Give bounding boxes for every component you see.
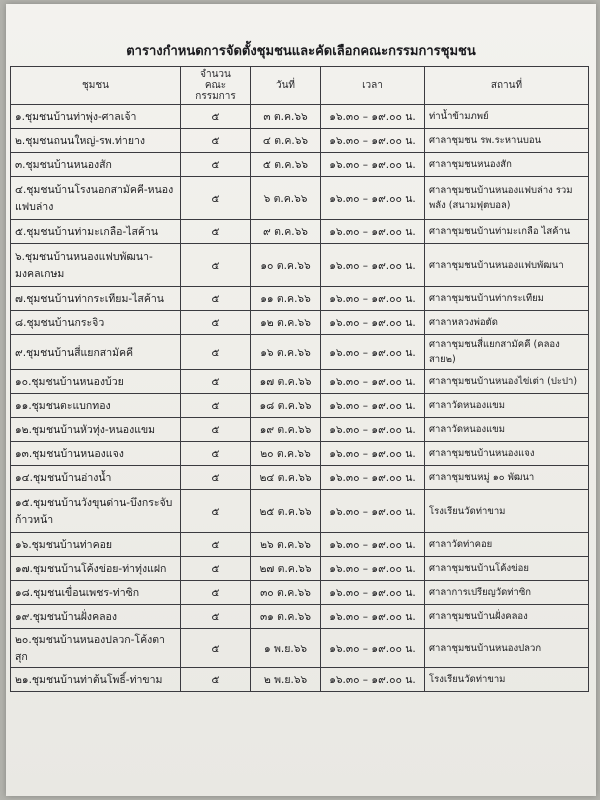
cell-community: ๑๑.ชุมชนตะแบกทอง — [11, 394, 181, 418]
cell-place: ท่าน้ำข้ามภพย์ — [425, 105, 589, 129]
cell-time: ๑๖.๓๐ – ๑๙.๐๐ น. — [321, 220, 425, 244]
cell-time: ๑๖.๓๐ – ๑๙.๐๐ น. — [321, 557, 425, 581]
cell-time: ๑๖.๓๐ – ๑๙.๐๐ น. — [321, 311, 425, 335]
table-row — [11, 466, 589, 490]
cell-time: ๑๖.๓๐ – ๑๙.๐๐ น. — [321, 394, 425, 418]
cell-date: ๖ ต.ค.๖๖ — [251, 177, 321, 220]
cell-committee-count: ๕ — [181, 490, 251, 533]
cell-community: ๗.ชุมชนบ้านท่ากระเทียม-ไสค้าน — [11, 287, 181, 311]
cell-time: ๑๖.๓๐ – ๑๙.๐๐ น. — [321, 418, 425, 442]
cell-committee-count: ๕ — [181, 581, 251, 605]
cell-time: ๑๖.๓๐ – ๑๙.๐๐ น. — [321, 629, 425, 668]
cell-place: ศาลาวัดหนองแขม — [425, 418, 589, 442]
table-row — [11, 105, 589, 129]
cell-time: ๑๖.๓๐ – ๑๙.๐๐ น. — [321, 581, 425, 605]
cell-committee-count: ๕ — [181, 287, 251, 311]
cell-community: ๑๘.ชุมชนเขื่อนเพชร-ท่าซิก — [11, 581, 181, 605]
cell-place: ศาลาชุมชนบ้านหนองไข่เต่า (ปะปา) — [425, 370, 589, 394]
cell-place: โรงเรียนวัดท่าขาม — [425, 490, 589, 533]
cell-date: ๒๔ ต.ค.๖๖ — [251, 466, 321, 490]
cell-time: ๑๖.๓๐ – ๑๙.๐๐ น. — [321, 605, 425, 629]
cell-committee-count: ๕ — [181, 442, 251, 466]
table-row — [11, 490, 589, 533]
table-row — [11, 370, 589, 394]
table-row — [11, 335, 589, 370]
table-row — [11, 287, 589, 311]
table-row — [11, 668, 589, 692]
cell-community: ๑๐.ชุมชนบ้านหนองบ้วย — [11, 370, 181, 394]
cell-committee-count: ๕ — [181, 668, 251, 692]
cell-community: ๑๖.ชุมชนบ้านท่าคอย — [11, 533, 181, 557]
cell-date: ๕ ต.ค.๖๖ — [251, 153, 321, 177]
header-count-line1: จำนวน — [200, 69, 231, 80]
cell-time: ๑๖.๓๐ – ๑๙.๐๐ น. — [321, 177, 425, 220]
cell-committee-count: ๕ — [181, 153, 251, 177]
table-row — [11, 442, 589, 466]
table-row — [11, 129, 589, 153]
cell-committee-count: ๕ — [181, 177, 251, 220]
cell-community: ๕.ชุมชนบ้านท่ามะเกลือ-ไสค้าน — [11, 220, 181, 244]
cell-committee-count: ๕ — [181, 370, 251, 394]
table-row — [11, 244, 589, 287]
header-committee-count — [181, 67, 251, 105]
table-row — [11, 153, 589, 177]
cell-date: ๑๗ ต.ค.๖๖ — [251, 370, 321, 394]
document-title: ตารางกำหนดการจัดตั้งชุมชนและคัดเลือกคณะกรรมการชุมชน — [126, 44, 476, 59]
table-body — [11, 105, 589, 692]
cell-community: ๖.ชุมชนบ้านหนองแฟบพัฒนา-มงคลเกษม — [11, 244, 181, 287]
cell-date: ๑๒ ต.ค.๖๖ — [251, 311, 321, 335]
cell-community: ๑๕.ชุมชนบ้านวังขุนด่าน-บึงกระจับก้าวหน้า — [11, 490, 181, 533]
cell-place: ศาลาวัดหนองแขม — [425, 394, 589, 418]
table-row — [11, 581, 589, 605]
cell-date: ๒ พ.ย.๖๖ — [251, 668, 321, 692]
cell-committee-count: ๕ — [181, 244, 251, 287]
cell-community: ๒.ชุมชนถนนใหญ่-รพ.ท่ายาง — [11, 129, 181, 153]
cell-place: ศาลาชุมชนบ้านหนองแฟบพัฒนา — [425, 244, 589, 287]
cell-date: ๑๑ ต.ค.๖๖ — [251, 287, 321, 311]
header-community: ชุมชน — [11, 67, 181, 105]
cell-committee-count: ๕ — [181, 533, 251, 557]
cell-time: ๑๖.๓๐ – ๑๙.๐๐ น. — [321, 244, 425, 287]
cell-time: ๑๖.๓๐ – ๑๙.๐๐ น. — [321, 129, 425, 153]
cell-date: ๑๘ ต.ค.๖๖ — [251, 394, 321, 418]
cell-time: ๑๖.๓๐ – ๑๙.๐๐ น. — [321, 466, 425, 490]
cell-community: ๓.ชุมชนบ้านหนองสัก — [11, 153, 181, 177]
cell-place: ศาลาชุมชน รพ.ระหานบอน — [425, 129, 589, 153]
table-row — [11, 557, 589, 581]
cell-place: ศาลาชุมชนบ้านหนองแฟบล่าง รวมพลัง (สนามฟุตบอล) — [425, 177, 589, 220]
cell-community: ๒๐.ชุมชนบ้านหนองปลวก-โค้งตาสุก — [11, 629, 181, 668]
cell-community: ๙.ชุมชนบ้านสี่แยกสามัคคี — [11, 335, 181, 370]
cell-place: ศาลาหลวงพ่อตัด — [425, 311, 589, 335]
cell-community: ๑.ชุมชนบ้านท่าพุ่ง-ศาลเจ้า — [11, 105, 181, 129]
table-row — [11, 629, 589, 668]
cell-committee-count: ๕ — [181, 105, 251, 129]
cell-time: ๑๖.๓๐ – ๑๙.๐๐ น. — [321, 153, 425, 177]
cell-committee-count: ๕ — [181, 335, 251, 370]
cell-date: ๓๐ ต.ค.๖๖ — [251, 581, 321, 605]
cell-committee-count: ๕ — [181, 418, 251, 442]
document-page — [6, 4, 596, 796]
cell-date: ๒๕ ต.ค.๖๖ — [251, 490, 321, 533]
cell-place: โรงเรียนวัดท่าขาม — [425, 668, 589, 692]
cell-community: ๑๓.ชุมชนบ้านหนองแจง — [11, 442, 181, 466]
cell-committee-count: ๕ — [181, 605, 251, 629]
cell-committee-count: ๕ — [181, 557, 251, 581]
cell-committee-count: ๕ — [181, 394, 251, 418]
cell-community: ๘.ชุมชนบ้านกระจิว — [11, 311, 181, 335]
cell-date: ๑๖ ต.ค.๖๖ — [251, 335, 321, 370]
cell-place: ศาลาชุมชนหมู่ ๑๐ พัฒนา — [425, 466, 589, 490]
cell-date: ๓ ต.ค.๖๖ — [251, 105, 321, 129]
cell-place: ศาลาชุมชนบ้านฝั่งคลอง — [425, 605, 589, 629]
cell-time: ๑๖.๓๐ – ๑๙.๐๐ น. — [321, 370, 425, 394]
cell-community: ๒๑.ชุมชนบ้านท่าต้นโพธิ์-ท่าขาม — [11, 668, 181, 692]
cell-time: ๑๖.๓๐ – ๑๙.๐๐ น. — [321, 490, 425, 533]
table-row — [11, 533, 589, 557]
cell-community: ๑๙.ชุมชนบ้านฝั่งคลอง — [11, 605, 181, 629]
cell-committee-count: ๕ — [181, 129, 251, 153]
table-row — [11, 220, 589, 244]
cell-committee-count: ๕ — [181, 629, 251, 668]
cell-time: ๑๖.๓๐ – ๑๙.๐๐ น. — [321, 668, 425, 692]
cell-time: ๑๖.๓๐ – ๑๙.๐๐ น. — [321, 335, 425, 370]
header-place: สถานที่ — [425, 67, 589, 105]
cell-date: ๙ ต.ค.๖๖ — [251, 220, 321, 244]
cell-date: ๒๐ ต.ค.๖๖ — [251, 442, 321, 466]
cell-time: ๑๖.๓๐ – ๑๙.๐๐ น. — [321, 287, 425, 311]
cell-place: ศาลาชุมชนบ้านท่ากระเทียม — [425, 287, 589, 311]
schedule-table — [10, 66, 589, 692]
cell-date: ๑๙ ต.ค.๖๖ — [251, 418, 321, 442]
table-row — [11, 177, 589, 220]
cell-date: ๑๐ ต.ค.๖๖ — [251, 244, 321, 287]
cell-committee-count: ๕ — [181, 466, 251, 490]
header-time: เวลา — [321, 67, 425, 105]
cell-community: ๑๗.ชุมชนบ้านโค้งข่อย-ท่าทุ่งแฝก — [11, 557, 181, 581]
cell-community: ๑๒.ชุมชนบ้านหัวทุ่ง-หนองแขม — [11, 418, 181, 442]
table-header-row — [11, 67, 589, 105]
cell-place: ศาลาชุมชนบ้านหนองแจง — [425, 442, 589, 466]
cell-time: ๑๖.๓๐ – ๑๙.๐๐ น. — [321, 442, 425, 466]
header-date: วันที่ — [251, 67, 321, 105]
cell-time: ๑๖.๓๐ – ๑๙.๐๐ น. — [321, 105, 425, 129]
cell-time: ๑๖.๓๐ – ๑๙.๐๐ น. — [321, 533, 425, 557]
cell-date: ๒๗ ต.ค.๖๖ — [251, 557, 321, 581]
table-row — [11, 394, 589, 418]
cell-date: ๒๖ ต.ค.๖๖ — [251, 533, 321, 557]
header-count-line2: คณะกรรมการ — [195, 80, 236, 102]
cell-date: ๑ พ.ย.๖๖ — [251, 629, 321, 668]
cell-date: ๓๑ ต.ค.๖๖ — [251, 605, 321, 629]
table-row — [11, 418, 589, 442]
cell-place: ศาลาชุมชนบ้านหนองปลวก — [425, 629, 589, 668]
cell-date: ๔ ต.ค.๖๖ — [251, 129, 321, 153]
cell-community: ๔.ชุมชนบ้านโรงนอกสามัคคี-หนองแฟบล่าง — [11, 177, 181, 220]
cell-place: ศาลาการเปรียญวัดท่าซิก — [425, 581, 589, 605]
cell-place: ศาลาชุมชนสี่แยกสามัคคี (คลองสาย๒) — [425, 335, 589, 370]
cell-committee-count: ๕ — [181, 311, 251, 335]
table-row — [11, 311, 589, 335]
cell-community: ๑๔.ชุมชนบ้านอ่างน้ำ — [11, 466, 181, 490]
cell-place: ศาลาวัดท่าคอย — [425, 533, 589, 557]
cell-place: ศาลาชุมชนหนองสัก — [425, 153, 589, 177]
cell-place: ศาลาชุมชนบ้านท่ามะเกลือ ไสค้าน — [425, 220, 589, 244]
cell-place: ศาลาชุมชนบ้านโค้งข่อย — [425, 557, 589, 581]
table-row — [11, 605, 589, 629]
cell-committee-count: ๕ — [181, 220, 251, 244]
